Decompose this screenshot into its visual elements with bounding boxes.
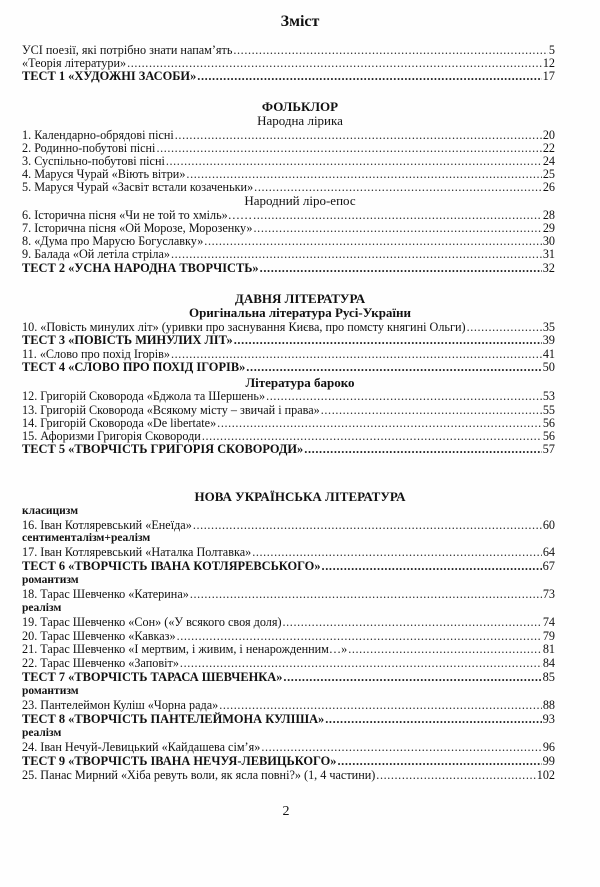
leader-dots (204, 234, 542, 248)
toc-entry-page: 24 (542, 154, 555, 168)
leader-dots (166, 154, 542, 168)
toc-entry[interactable] (22, 128, 555, 142)
toc-entry-text: ТЕСТ 8 «ТВОРЧІСТЬ ПАНТЕЛЕЙМОНА КУЛІША» (22, 712, 325, 726)
leader-dots (283, 615, 542, 629)
toc-entry-page: 29 (542, 221, 555, 235)
toc-entry-text: 10. «Повість минулих літ» (уривки про заснування Києва, про помсту княгині Ольги) (22, 320, 466, 334)
toc-entry-text: 6. Історична пісня «Чи не той то хміль»…… (22, 208, 253, 222)
toc-entry-text: ТЕСТ 2 «УСНА НАРОДНА ТВОРЧІСТЬ» (22, 261, 259, 275)
toc-entry-page: 56 (542, 429, 555, 443)
period-label: реалізм (22, 727, 62, 739)
toc-entry-page: 85 (542, 670, 555, 684)
toc-entry-page: 96 (542, 740, 555, 754)
toc-entry[interactable] (22, 234, 555, 248)
section-heading-ancient: ДАВНЯ ЛІТЕРАТУРА (234, 291, 366, 306)
leader-dots (376, 768, 535, 782)
toc-entry[interactable] (22, 403, 555, 417)
toc-entry[interactable] (22, 587, 555, 601)
leader-dots (266, 389, 542, 403)
leader-dots (217, 416, 542, 430)
toc-entry-text: УСІ поезії, які потрібно знати напам’ять (22, 43, 233, 57)
toc-test-entry[interactable] (22, 360, 555, 374)
toc-entry-page: 57 (542, 442, 555, 456)
toc-entry[interactable] (22, 247, 555, 261)
toc-entry[interactable] (22, 698, 555, 712)
leader-dots (337, 754, 541, 768)
toc-entry-text: «Теорія літератури» (22, 56, 127, 70)
leader-dots (156, 141, 541, 155)
toc-entry-text: 24. Іван Нечуй-Левицький «Кайдашева сім’я» (22, 740, 261, 754)
toc-entry-text: 5. Маруся Чурай «Засвіт встали козаченьки» (22, 180, 254, 194)
toc-entry-page: 5 (548, 43, 555, 57)
leader-dots (175, 128, 542, 142)
page-title: Зміст (280, 13, 320, 30)
toc-entry-text: 11. «Слово про похід Ігорів» (22, 347, 171, 361)
leader-dots (254, 221, 542, 235)
leader-dots (177, 629, 542, 643)
leader-dots (322, 559, 542, 573)
leader-dots (233, 43, 548, 57)
toc-entry[interactable] (22, 615, 555, 629)
leader-dots (252, 545, 542, 559)
leader-dots (202, 429, 542, 443)
subsection-heading: Оригінальна література Русі-України (188, 305, 412, 320)
toc-entry-page: 102 (536, 768, 555, 782)
leader-dots (171, 347, 542, 361)
toc-entry[interactable] (22, 768, 555, 782)
toc-entry-page: 55 (542, 403, 555, 417)
toc-entry-text: 3. Суспільно-побутові пісні (22, 154, 165, 168)
toc-entry-text: 20. Тарас Шевченко «Кавказ» (22, 629, 176, 643)
toc-entry-page: 81 (542, 642, 555, 656)
toc-entry-page: 31 (542, 247, 555, 261)
toc-entry-text: 19. Тарас Шевченко «Сон» («У всякого своя доля) (22, 615, 282, 629)
toc-test-entry[interactable] (22, 670, 555, 684)
toc-entry-page: 22 (542, 141, 555, 155)
toc-entry[interactable] (22, 389, 555, 403)
toc-entry-text: ТЕСТ 1 «ХУДОЖНІ ЗАСОБИ» (22, 69, 197, 83)
toc-entry-page: 17 (542, 69, 555, 83)
toc-test-entry[interactable] (22, 333, 555, 347)
toc-entry-page: 50 (542, 360, 555, 374)
period-label: романтизм (22, 685, 79, 697)
toc-entry[interactable] (22, 429, 555, 443)
toc-entry[interactable] (22, 545, 555, 559)
period-label: романтизм (22, 574, 79, 586)
toc-entry-text: ТЕСТ 3 «ПОВІСТЬ МИНУЛИХ ЛІТ» (22, 333, 233, 347)
leader-dots (197, 69, 541, 83)
toc-entry-page: 12 (542, 56, 555, 70)
period-label: сентименталізм+реалізм (22, 532, 151, 544)
toc-entry-page: 74 (542, 615, 555, 629)
leader-dots (260, 261, 542, 275)
toc-entry[interactable] (22, 347, 555, 361)
leader-dots (127, 56, 542, 70)
toc-entry-text: 16. Іван Котляревський «Енеїда» (22, 518, 192, 532)
toc-entry-text: 23. Пантелеймон Куліш «Чорна рада» (22, 698, 219, 712)
toc-entry-page: 32 (542, 261, 555, 275)
leader-dots (186, 167, 541, 181)
toc-entry[interactable] (22, 642, 555, 656)
toc-entry-page: 64 (542, 545, 555, 559)
period-label: реалізм (22, 602, 62, 614)
leader-dots (283, 670, 541, 684)
toc-entry-page: 79 (542, 629, 555, 643)
toc-entry-page: 84 (542, 656, 555, 670)
toc-entry[interactable] (22, 221, 555, 235)
leader-dots (467, 320, 542, 334)
leader-dots (348, 642, 542, 656)
toc-entry-page: 20 (542, 128, 555, 142)
toc-entry-text: 18. Тарас Шевченко «Катерина» (22, 587, 189, 601)
section-heading-new: НОВА УКРАЇНСЬКА ЛІТЕРАТУРА (194, 489, 406, 504)
leader-dots (190, 587, 542, 601)
toc-test-entry[interactable] (22, 712, 555, 726)
toc-entry-text: ТЕСТ 7 «ТВОРЧІСТЬ ТАРАСА ШЕВЧЕНКА» (22, 670, 283, 684)
subsection-heading: Народна лірика (257, 113, 343, 128)
leader-dots (325, 712, 541, 726)
toc-entry-page: 56 (542, 416, 555, 430)
page-number: 2 (282, 804, 290, 819)
toc-entry[interactable] (22, 656, 555, 670)
toc-entry[interactable] (22, 180, 555, 194)
toc-entry-text: ТЕСТ 4 «СЛОВО ПРО ПОХІД ІГОРІВ» (22, 360, 246, 374)
leader-dots (261, 740, 542, 754)
toc-entry-text: 4. Маруся Чурай «Віють вітри» (22, 167, 186, 181)
toc-entry-text: 12. Григорій Сковорода «Бджола та Шершень» (22, 389, 266, 403)
toc-entry[interactable] (22, 208, 555, 222)
leader-dots (254, 180, 542, 194)
toc-entry-text: 22. Тарас Шевченко «Заповіт» (22, 656, 179, 670)
toc-entry[interactable] (22, 141, 555, 155)
toc-entry-text: ТЕСТ 9 «ТВОРЧІСТЬ ІВАНА НЕЧУЯ-ЛЕВИЦЬКОГО» (22, 754, 337, 768)
leader-dots (180, 656, 542, 670)
toc-entry-text: 21. Тарас Шевченко «І мертвим, і живим, і ненарожденним…» (22, 642, 348, 656)
section-heading-folklore: ФОЛЬКЛОР (261, 99, 339, 114)
toc-entry[interactable] (22, 518, 555, 532)
toc-entry-text: 13. Григорій Сковорода «Всякому місту – звичай і права» (22, 403, 320, 417)
toc-entry-text: ТЕСТ 6 «ТВОРЧІСТЬ ІВАНА КОТЛЯРЕВСЬКОГО» (22, 559, 321, 573)
toc-entry[interactable] (22, 320, 555, 334)
toc-entry-page: 28 (542, 208, 555, 222)
period-label: класицизм (22, 505, 79, 517)
toc-entry-page: 99 (542, 754, 555, 768)
leader-dots (246, 360, 541, 374)
toc-entry-page: 60 (542, 518, 555, 532)
toc-entry[interactable] (22, 416, 555, 430)
leader-dots (171, 247, 542, 261)
toc-entry-page: 39 (542, 333, 555, 347)
toc-entry[interactable] (22, 629, 555, 643)
toc-entry-text: ТЕСТ 5 «ТВОРЧІСТЬ ГРИГОРІЯ СКОВОРОДИ» (22, 442, 304, 456)
toc-test-entry[interactable] (22, 442, 555, 456)
toc-entry[interactable] (22, 56, 555, 70)
toc-entry-page: 35 (542, 320, 555, 334)
toc-entry-page: 67 (542, 559, 555, 573)
toc-test-entry[interactable] (22, 559, 555, 573)
toc-entry-page: 88 (542, 698, 555, 712)
toc-test-entry[interactable] (22, 261, 555, 275)
leader-dots (304, 442, 541, 456)
toc-entry[interactable] (22, 740, 555, 754)
leader-dots (193, 518, 542, 532)
toc-entry-page: 30 (542, 234, 555, 248)
toc-entry-text: 14. Григорій Сковорода «De libertate» (22, 416, 217, 430)
toc-entry[interactable] (22, 43, 555, 57)
toc-entry-text: 7. Історична пісня «Ой Морозе, Морозенку» (22, 221, 253, 235)
leader-dots (321, 403, 542, 417)
toc-entry-text: 15. Афоризми Григорія Сковороди (22, 429, 201, 443)
toc-entry-page: 73 (542, 587, 555, 601)
subsection-heading: Література бароко (245, 375, 355, 390)
toc-entry-page: 93 (542, 712, 555, 726)
toc-entry-text: 1. Календарно-обрядові пісні (22, 128, 174, 142)
toc-entry-page: 26 (542, 180, 555, 194)
leader-dots (253, 208, 542, 222)
leader-dots (219, 698, 542, 712)
leader-dots (234, 333, 542, 347)
toc-test-entry[interactable] (22, 69, 555, 83)
toc-entry-page: 41 (542, 347, 555, 361)
toc-entry-page: 25 (542, 167, 555, 181)
subsection-heading: Народний ліро-епос (244, 193, 356, 208)
toc-entry[interactable] (22, 167, 555, 181)
toc-entry[interactable] (22, 154, 555, 168)
toc-entry-text: 2. Родинно-побутові пісні (22, 141, 156, 155)
toc-entry-text: 9. Балада «Ой летіла стріла» (22, 247, 171, 261)
toc-entry-page: 53 (542, 389, 555, 403)
toc-entry-text: 17. Іван Котляревський «Наталка Полтавка» (22, 545, 252, 559)
toc-test-entry[interactable] (22, 754, 555, 768)
toc-entry-text: 8. «Дума про Марусю Богуславку» (22, 234, 204, 248)
toc-entry-text: 25. Панас Мирний «Хіба ревуть воли, як ясла повні?» (1, 4 частини) (22, 768, 376, 782)
